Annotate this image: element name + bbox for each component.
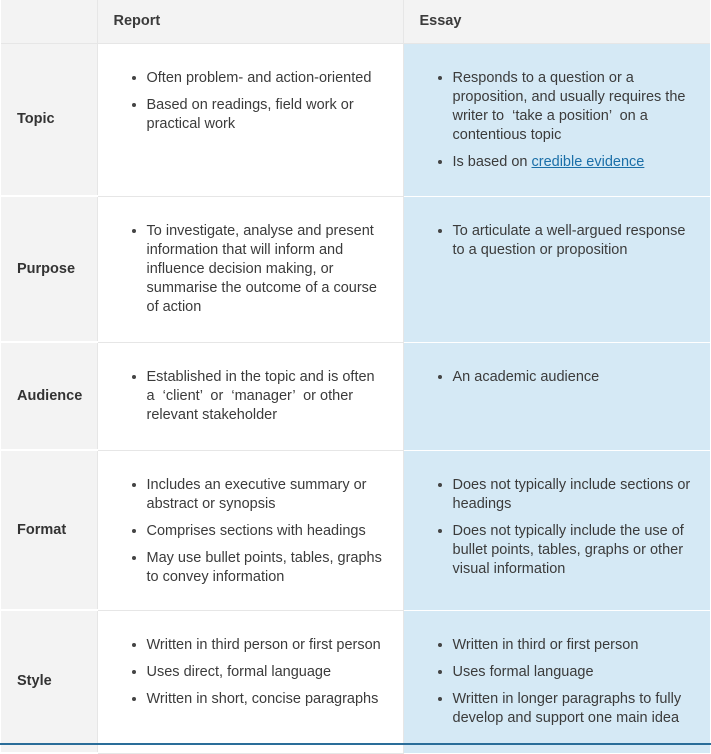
report-list-purpose bbox=[98, 197, 403, 317]
row-purpose bbox=[1, 196, 710, 342]
table-bottom-border bbox=[0, 743, 711, 745]
list-item: • An academic audience bbox=[453, 367, 693, 387]
list-item: • Does not typically include the use of bullet points, tables, graphs or other visual information bbox=[453, 521, 693, 579]
list-item: • Established in the topic and is often a ‘client’ or ‘manager’ or other relevant stakeholder bbox=[147, 367, 385, 425]
row-label-style: Style bbox=[1, 610, 97, 753]
essay-cell-audience bbox=[403, 342, 710, 450]
list-item: • Uses direct, formal language bbox=[147, 662, 385, 682]
list-item: • Responds to a question or a proposition, and usually requires the writer to ‘take a position’ on a contentious topic bbox=[453, 68, 693, 145]
column-header-essay: Essay bbox=[403, 0, 710, 44]
essay-cell-topic bbox=[403, 44, 710, 197]
report-list-topic bbox=[98, 44, 403, 134]
list-item: • Comprises sections with headings bbox=[147, 521, 385, 541]
list-item: • Includes an executive summary or abstract or synopsis bbox=[147, 475, 385, 514]
list-item: • Uses formal language bbox=[453, 662, 693, 682]
report-cell-topic bbox=[97, 44, 403, 197]
essay-list-format bbox=[404, 451, 711, 579]
report-cell-audience bbox=[97, 342, 403, 450]
essay-list-topic bbox=[404, 44, 711, 172]
row-label-format: Format bbox=[1, 450, 97, 610]
row-label-audience: Audience bbox=[1, 342, 97, 450]
list-item: • Does not typically include sections or headings bbox=[453, 475, 693, 514]
report-list-style bbox=[98, 611, 403, 709]
link-prefix-text: Is based on bbox=[452, 154, 532, 170]
row-topic bbox=[1, 44, 710, 197]
list-item: • Based on readings, field work or practical work bbox=[147, 95, 385, 134]
credible-evidence-link[interactable]: credible evidence bbox=[531, 154, 645, 170]
report-cell-purpose bbox=[97, 196, 403, 342]
list-item bbox=[453, 152, 693, 172]
essay-list-purpose bbox=[404, 197, 711, 260]
report-list-audience bbox=[98, 343, 403, 425]
report-vs-essay-table bbox=[1, 0, 710, 754]
report-cell-style bbox=[97, 610, 403, 753]
corner-cell bbox=[1, 0, 97, 44]
list-item: • Written in third or first person bbox=[453, 635, 693, 655]
row-style bbox=[1, 610, 710, 753]
row-format bbox=[1, 450, 710, 610]
list-item: • Written in third person or first person bbox=[147, 635, 385, 655]
essay-cell-purpose bbox=[403, 196, 710, 342]
list-item: • Often problem- and action-oriented bbox=[147, 68, 385, 88]
list-item: • To articulate a well-argued response to a question or proposition bbox=[453, 221, 693, 260]
row-label-topic: Topic bbox=[1, 44, 97, 197]
essay-list-style bbox=[404, 611, 711, 728]
essay-cell-format bbox=[403, 450, 710, 610]
list-item: • Written in longer paragraphs to fully develop and support one main idea bbox=[453, 689, 693, 728]
essay-list-audience bbox=[404, 343, 711, 387]
row-label-purpose: Purpose bbox=[1, 196, 97, 342]
list-item: • To investigate, analyse and present information that will inform and influence decision making, or summarise the outcome of a course of action bbox=[147, 221, 385, 317]
header-row bbox=[1, 0, 710, 44]
report-cell-format bbox=[97, 450, 403, 610]
list-item: • Written in short, concise paragraphs bbox=[147, 689, 385, 709]
column-header-report: Report bbox=[97, 0, 403, 44]
row-audience bbox=[1, 342, 710, 450]
list-item: • May use bullet points, tables, graphs to convey information bbox=[147, 548, 385, 587]
report-list-format bbox=[98, 451, 403, 587]
essay-cell-style bbox=[403, 610, 710, 753]
